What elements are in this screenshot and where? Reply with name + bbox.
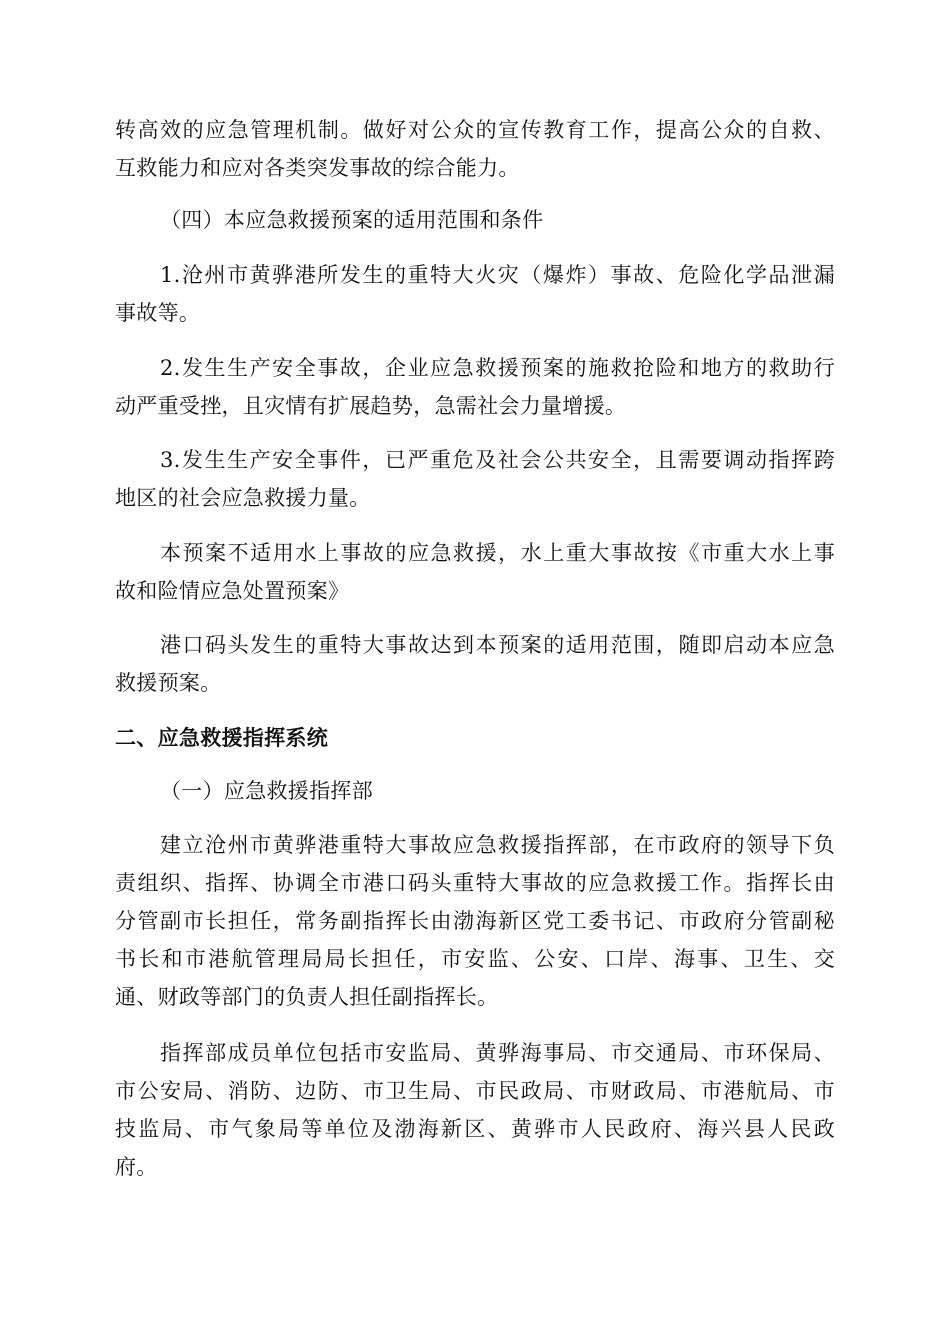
text-line: 市公安局、消防、边防、市卫生局、市民政局、市财政局、市港航局、市 bbox=[115, 1079, 835, 1103]
text-line: 分管副市长担任，常务副指挥长由渤海新区党工委书记、市政府分管副秘 bbox=[115, 909, 835, 933]
text-line: 3.发生生产安全事件，已严重危及社会公共安全，且需要调动指挥跨 bbox=[160, 448, 835, 472]
text-line: 2.发生生产安全事故，企业应急救援预案的施救抢险和地方的救助行 bbox=[160, 356, 835, 380]
text-line: 指挥部成员单位包括市安监局、黄骅海事局、市交通局、市环保局、 bbox=[160, 1041, 835, 1065]
chapter-title-command-system: 二、应急救援指挥系统 bbox=[115, 726, 328, 750]
text-line: 互救能力和应对各类突发事故的综合能力。 bbox=[115, 156, 520, 180]
section-title-command-center: （一）应急救援指挥部 bbox=[160, 779, 373, 803]
text-line: 通、财政等部门的负责人担任副指挥长。 bbox=[115, 985, 499, 1009]
text-line: 书长和市港航管理局局长担任，市安监、公安、口岸、海事、卫生、交 bbox=[115, 947, 835, 971]
text-line: 动严重受挫，且灾情有扩展趋势，急需社会力量增援。 bbox=[115, 394, 627, 418]
text-line: 责组织、指挥、协调全市港口码头重特大事故的应急救援工作。指挥长由 bbox=[115, 871, 835, 895]
text-line: 救援预案。 bbox=[115, 671, 222, 695]
text-line: 1.沧州市黄骅港所发生的重特大火灾（爆炸）事故、危险化学品泄漏 bbox=[160, 263, 835, 287]
text-line: 本预案不适用水上事故的应急救援，水上重大事故按《市重大水上事 bbox=[160, 541, 835, 565]
text-line: 故和险情应急处置预案》 bbox=[115, 579, 350, 603]
text-line: 港口码头发生的重特大事故达到本预案的适用范围，随即启动本应急 bbox=[160, 633, 835, 657]
section-title-scope: （四）本应急救援预案的适用范围和条件 bbox=[160, 208, 544, 232]
text-line: 建立沧州市黄骅港重特大事故应急救援指挥部，在市政府的领导下负 bbox=[160, 833, 835, 857]
text-line: 事故等。 bbox=[115, 301, 201, 325]
text-line: 地区的社会应急救援力量。 bbox=[115, 486, 371, 510]
text-line: 技监局、市气象局等单位及渤海新区、黄骅市人民政府、海兴县人民政 bbox=[115, 1117, 835, 1141]
text-line: 府。 bbox=[115, 1155, 158, 1179]
text-line: 转高效的应急管理机制。做好对公众的宣传教育工作，提高公众的自救、 bbox=[115, 118, 835, 142]
